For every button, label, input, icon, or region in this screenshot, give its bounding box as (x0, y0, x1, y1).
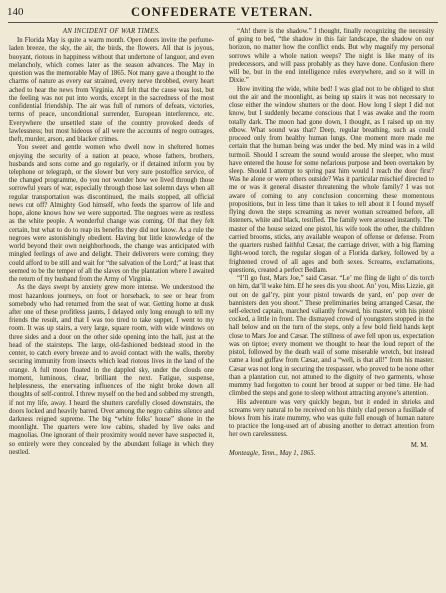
page-number: 140 (7, 6, 24, 18)
header-rule (8, 22, 438, 23)
paragraph: His adventure was very quickly begun, but it ended in shrieks and screams very natural to be received on his thinly clad person a fusillade of blows from his irate mummy, who was quite full enough of human nature to practice the long-used art of abusing another to detract attention from her own carelessness. (229, 398, 434, 439)
paragraph: As the days swept by anxiety grew more intense. We understood the most hazardous journeys, on foot or horseback, to see or hear from somebody who had returned from the seat of war. Getting home at dusk after one of these profitless jaunts, I delayed only long enough to tell my friends the result, and that I was too tired to take supper, I went to my room. It was up stairs, a very large, square room, with wide windows on three sides and a door on the other side opening into the hall, just at the head of the stairsteps. The large, old-fashioned bedstead stood in the center, to catch every breeze and to avoid contact with the walls, thereby securing immunity from insects which lead riotous lives in the land of the orange. A full moon floated in the dappled sky, under the clouds one moment, luminous, clear, brilliant the next. Fatigue, suspense, helplessness, the enervating influences of the night broke down all thoughts of self-control. I threw myself on the bed and sobbed my strength, if not my life, away. I heard the shutters carefully closed downstairs, the doors locked and heavily barred. Over among the negro cabins silence and darkness reigned supreme. The big “white folks’ house” shone in the moonlight. The quarters were low cabins, shaded by live oaks and magnolias. One ignorant of their proximity would never have suspected it, so entirely were they concealed by the abundant foliage in which they nestled. (9, 284, 214, 456)
paragraph: “I’ll go fust, Mars Joe,” said Cæsar. “Le’ me fling de light o’ dis torch on him, dat’ll wake him. Ef he sees dis you shoot. An’ you, Miss Lizzie, git out on de gal’ry, pint your pistol towards de yard, en’ pop over de bannisters den you shoot.” These preliminaries being arranged Cæsar, the self-elected captain, marched valiantly forward, his master, with his pistol cocked, a little in front. The dismayed crowd of youngsters stopped in the hall below and on the turn of the steps, only a few bold field hands kept close to Mars Joe and Cæsar. The stillness of awe fell upon us, expectation was on tiptoe; every moment we thought to hear the loud report of the pistol, followed by the death wail of some miserable wretch, but instead came a loud guffaw from Cæsar, and a “well, is that all!” from his master. Cæsar was not long in securing the trespasser, who proved to be none other than a plantation cur, not attuned to the dignity of two garments, whose mummy had forgotten to count her brood at supper or bed time. He had climbed the steps and gone to sleep without attracting anyone’s attention. (229, 275, 434, 398)
paragraph: “Ah! there is the shadow.” I thought, finally recognizing the necessity of going to bed, “the shadow in this fair landscape, the shadow on our horizon, no matter how the conflict ends. But why magnify my personal sorrows while a whole nation weeps? The night is like many of its predecessors, and will pass probably as they have done. Confusion there will be, but in the end intelligence rules everywhere, and so it will in Dixie.” (229, 28, 434, 85)
place-date-line: Monteagle, Tenn., May 1, 1865. (229, 449, 316, 457)
author-signature: M. M. (410, 441, 428, 449)
page-header (7, 4, 437, 24)
paragraph: In Florida May is quite a warm month. Open doors invite the perfume-laden breeze, the sky, the air, the birds, the flowers. All that is joyous, buoyant, riotous in happiness without that undertone of languor, and even melancholy, which comes later as the season advances. The May in question was the memorable May of 1865. Not many gave a thought to the charms of nature as every ear strained, every nerve throbbed, every heart ached to hear the news from Virginia. All felt that the cause was lost, but the feeling was not put into words, except in the sacredness of the most confidential friendship. The air was full of rumors of defeats, victories, terms of peace, unconditional surrender, European interference, etc. Everywhere the unsettled state of the country provoked deeds of lawlessness; but most hideous of all were the accounts of negro outrages, theft, murder, arson, and blacker crimes. (9, 37, 214, 144)
publication-title: CONFEDERATE VETERAN. (130, 5, 314, 19)
paragraph: You sweet and gentle women who dwell now in sheltered homes enjoying the security of a nation at peace, whose fathers, brothers, husbands and sons come and go regularly, or if detained inform you by telephone or telegraph, or the slower but very sure postoffice service, of the changed programme, do you not wonder how we lived through those sorrowful years of war, especially through those last solemn days when all regular transportation was discontinued, the mails stopped, all official news cut off? Almighty God himself, who feeds the sparrow of life and hope, alone knows how we were supported. The negroes were as restless as the white people. A wonderful change was coming. Of that they felt certain, but what to do to reap its benefits they did not know. As a rule the negroes were astonishingly obedient. Having but little knowledge of the world beyond their own neighborhoods, the change was anticipated with mingled feelings of awe and delight. Their deliverers were coming; they could afford to be still and wait for “the salvation of the Lord;” at least that seemed to be the temper of all the slaves on the plantation where I awaited the return of my husband from the Army of Virginia. (9, 144, 214, 284)
paragraph: How inviting the wide, white bed! I was glad not to be obliged to shut out the air and the moonlight, as being up stairs it was not necessary to close either the window shutters or the door. How long I slept I did not know, but I suddenly became conscious that I was awake and the room totally dark. The moon had gone down, I thought, as I raised up on my elbow. What sound was that? Deep, regular breathing, such as could proceed only from healthy human lungs. One moment more made me certain that the human being was under the bed. My mind was in a wild turmoil. Should I scream the sound would arouse the sleeper, who must have entered the house for some nefarious purpose and been overtaken by sleep. Should I attempt to spring past him would I reach the door first? Was he alone or were others outside? Was it particular mischief directed to me or was it general disaster threatening the whole family? I was not aware of coming to any conclusion concerning these momentous propositions, but in less time than it takes to tell about it I found myself flying down the steps screaming as never woman screamed before, all listeners, white and black, testified. The family were aroused instantly. The master of the house seized one pistol, his wife took the other, the children carried brooms, sticks, any available weapon of offense or defense. From the quarters rushed faithful Cæsar, the carriage driver, with a big flaming light-wood torch, the regular slogan of a Florida darkey, followed by a frightened crowd of all ages and both sexes. Screams, exclamations, questions, created a perfect Bedlam. (229, 85, 434, 274)
article-title: AN INCIDENT OF WAR TIMES. (62, 28, 161, 35)
left-column (9, 28, 214, 588)
right-column (229, 28, 434, 588)
